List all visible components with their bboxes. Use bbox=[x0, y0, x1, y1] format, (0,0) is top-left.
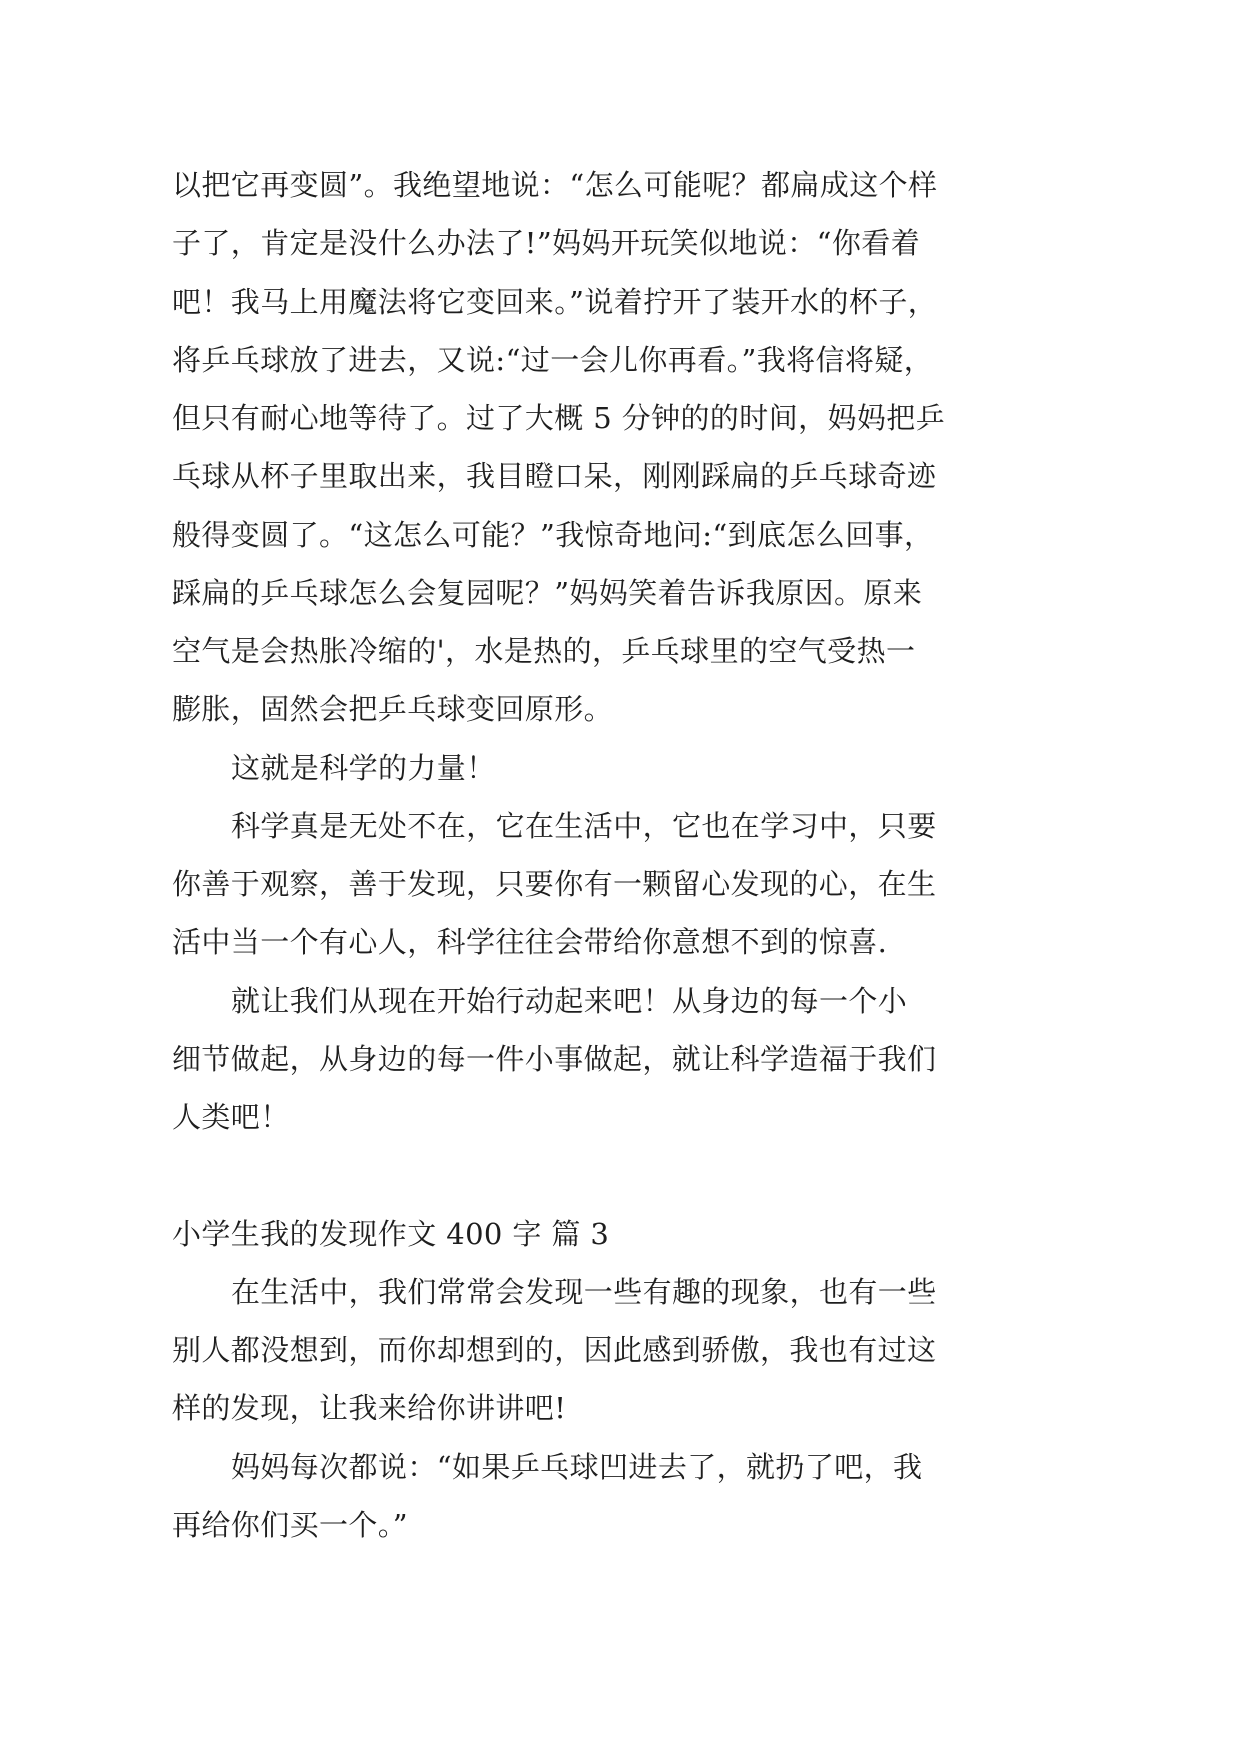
paragraph-line: 踩扁的乒乓球怎么会复园呢？”妈妈笑着告诉我原因。原来 bbox=[172, 575, 923, 610]
paragraph-line: 膨胀，固然会把乒乓球变回原形。 bbox=[172, 692, 614, 727]
paragraph-line: 子了，肯定是没什么办法了!”妈妈开玩笑似地说：“你看着 bbox=[172, 226, 921, 261]
paragraph-line: 般得变圆了。“这怎么可能？”我惊奇地问:“到底怎么回事， bbox=[172, 517, 934, 552]
document-body bbox=[172, 156, 992, 1554]
paragraph bbox=[172, 1263, 992, 1438]
section-heading: 小学生我的发现作文 400 字 篇 3 bbox=[172, 1216, 610, 1251]
paragraph-line: 就让我们从现在开始行动起来吧！从身边的每一个小 bbox=[231, 983, 908, 1018]
paragraph bbox=[172, 1438, 992, 1555]
paragraph-line: 样的发现，让我来给你讲讲吧! bbox=[172, 1391, 567, 1426]
paragraph-line: 以把它再变圆”。我绝望地说：“怎么可能呢？都扁成这个样 bbox=[172, 168, 938, 202]
paragraph-line: 人类吧！ bbox=[172, 1100, 290, 1134]
blank-line bbox=[172, 1146, 992, 1204]
paragraph-line: 细节做起，从身边的每一件小事做起，就让科学造福于我们 bbox=[172, 1041, 937, 1076]
paragraph-continued bbox=[172, 156, 992, 739]
paragraph-line: 空气是会热胀冷缩的'，水是热的，乒乓球里的空气受热一 bbox=[172, 634, 916, 668]
paragraph-line: 乓球从杯子里取出来，我目瞪口呆，刚刚踩扁的乒乓球奇迹 bbox=[172, 459, 937, 494]
paragraph-line: 你善于观察，善于发现，只要你有一颗留心发现的心，在生 bbox=[172, 867, 937, 901]
paragraph-line: 别人都没想到，而你却想到的，因此感到骄傲，我也有过这 bbox=[172, 1333, 937, 1367]
paragraph-line: 妈妈每次都说：“如果乒乓球凹进去了，就扔了吧，我 bbox=[231, 1449, 923, 1484]
paragraph-line: 但只有耐心地等待了。过了大概 5 分钟的的时间，妈妈把乒 bbox=[172, 401, 946, 435]
paragraph-line: 活中当一个有心人，科学往往会带给你意想不到的惊喜. bbox=[172, 925, 888, 960]
paragraph-line: 科学真是无处不在，它在生活中，它也在学习中，只要 bbox=[231, 808, 937, 843]
paragraph bbox=[172, 972, 992, 1147]
paragraph bbox=[172, 739, 992, 797]
paragraph bbox=[172, 797, 992, 972]
paragraph-line: 在生活中，我们常常会发现一些有趣的现象，也有一些 bbox=[231, 1274, 937, 1309]
paragraph-line: 吧！我马上用魔法将它变回来。”说着拧开了装开水的杯子， bbox=[172, 284, 938, 319]
paragraph-line: 再给你们买一个。” bbox=[172, 1507, 408, 1542]
paragraph-line: 将乒乓球放了进去，又说:“过一会儿你再看。”我将信将疑， bbox=[172, 342, 934, 377]
paragraph-line: 这就是科学的力量！ bbox=[231, 750, 496, 785]
